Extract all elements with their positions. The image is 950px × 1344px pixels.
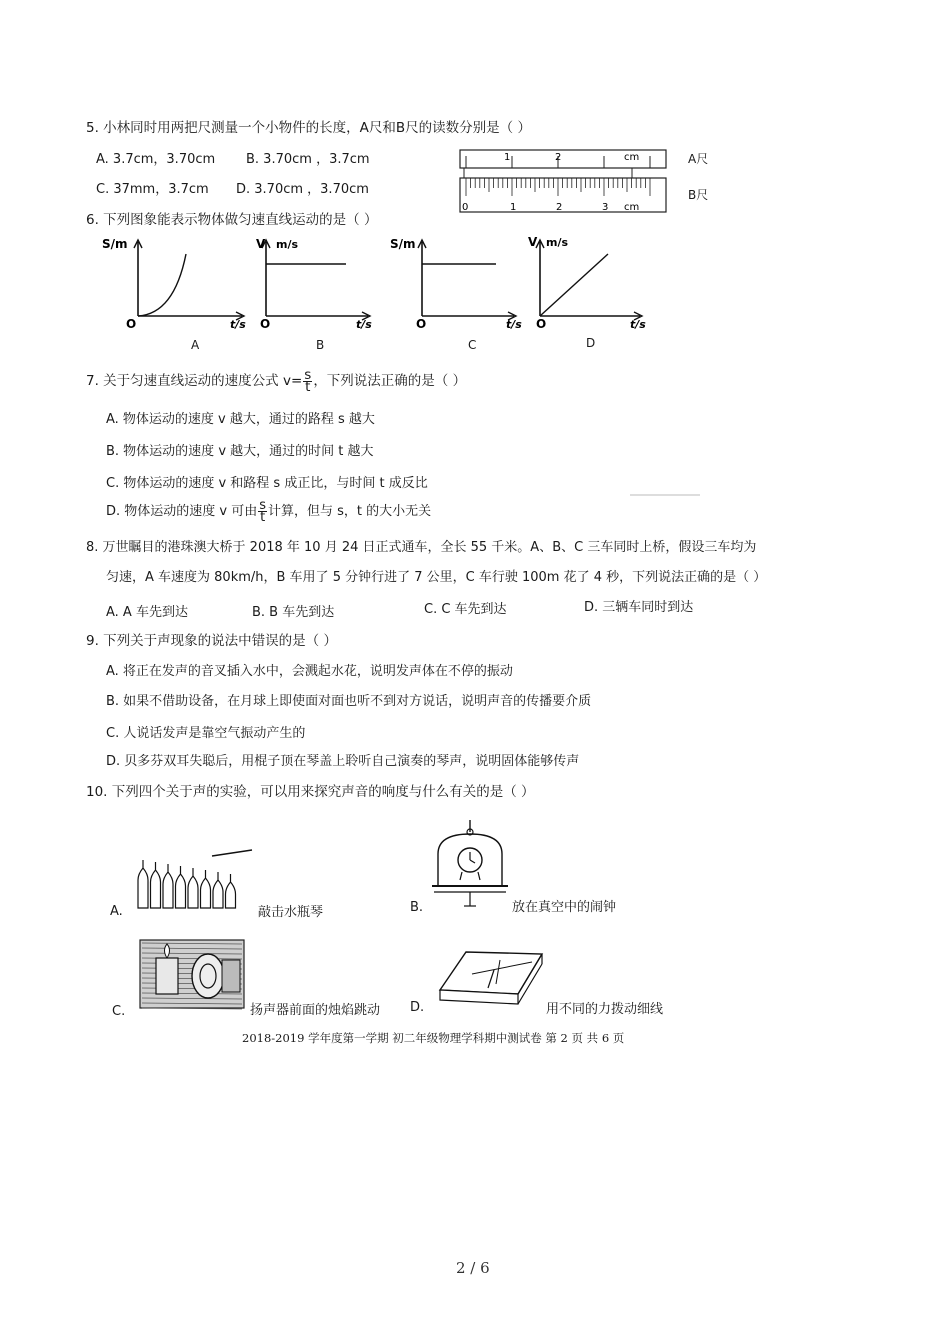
q5-option-a: A. 3.7cm，3.70cm	[96, 152, 216, 167]
water-bottle	[226, 874, 236, 908]
q7-option-d-fraction	[258, 500, 267, 523]
q8-stem-line2: 匀速，A 车速度为 80km/h，B 车用了 5 分钟行进了 7 公里，C 车行驶 100m 花了 4 秒，下列说法正确的是（ ）	[106, 570, 767, 585]
graph-c-caption: C	[468, 338, 477, 352]
q7-option-b: B. 物体运动的速度 v 越大，通过的时间 t 越大	[106, 444, 374, 459]
q5-option-b: B. 3.70cm ，3.7cm	[246, 152, 370, 167]
water-bottle	[188, 868, 198, 908]
graph-a-caption: A	[191, 338, 200, 352]
measured-object	[464, 168, 632, 178]
q7-stem-before: 7. 关于匀速直线运动的速度公式 v=	[86, 373, 303, 389]
graph-a-y-label: S/m	[102, 237, 128, 251]
ruler-b-unit: cm	[624, 202, 640, 213]
q7-option-c: C. 物体运动的速度 v 和路程 s 成正比，与时间 t 成反比	[106, 476, 428, 491]
water-bottle	[213, 872, 223, 908]
q7-frac-num: s	[304, 366, 312, 383]
q7-formula-fraction	[303, 366, 312, 395]
water-bottle	[151, 862, 161, 908]
graph-d-y-label: V	[528, 235, 538, 249]
q9-stem: 9. 下列关于声现象的说法中错误的是（ ）	[86, 633, 337, 649]
q9-option-c: C. 人说话发声是靠空气振动产生的	[106, 726, 306, 741]
graph-b-y-label: V	[256, 237, 266, 251]
graph-a-origin: O	[126, 317, 137, 330]
q8-option-c: C. C 车先到达	[424, 602, 507, 617]
graph-d-origin: O	[536, 317, 547, 330]
graph-a-x-label: t/s	[230, 318, 246, 330]
string-board-figure	[436, 944, 546, 1010]
q7-option-d-after: 计算，但与 s，t 的大小无关	[268, 504, 432, 519]
q10-stem: 10. 下列四个关于声的实验，可以用来探究声音的响度与什么有关的是（ ）	[86, 784, 535, 800]
water-bottle	[138, 860, 148, 908]
q10-a-caption: 敲击水瓶琴	[258, 905, 324, 920]
q10-d-caption: 用不同的力拨动细线	[546, 1002, 664, 1017]
speaker-icon	[192, 954, 224, 998]
q6-stem: 6. 下列图象能表示物体做匀速直线运动的是（ ）	[86, 212, 378, 228]
q10-b-letter: B.	[410, 900, 424, 915]
q10-c-caption: 扬声器前面的烛焰跳动	[250, 1003, 381, 1018]
q5-option-d: D. 3.70cm ，3.70cm	[236, 182, 369, 197]
q9-option-b: B. 如果不借助设备，在月球上即使面对面也听不到对方说话，说明声音的传播要介质	[106, 694, 592, 709]
water-bottle	[176, 866, 186, 908]
candle	[156, 958, 178, 994]
mallet	[212, 850, 252, 856]
q10-d-letter: D.	[410, 1000, 425, 1015]
ruler-b-mark-3: 3	[602, 202, 609, 213]
q8-stem-line1: 8. 万世瞩目的港珠澳大桥于 2018 年 10 月 24 日正式通车，全长 55 千米。A、B、C 三车同时上桥，假设三车均为	[86, 540, 757, 555]
ruler-a-mark-1: 1	[504, 152, 511, 163]
q7-frac-den: t	[305, 378, 311, 395]
ruler-b-mark-0: 0	[462, 202, 469, 213]
graph-a-curve	[138, 254, 186, 316]
q7-opt-d-frac-den: t	[260, 510, 266, 525]
scan-smudge	[630, 494, 700, 496]
page-number: 2 / 6	[456, 1259, 490, 1277]
q10-b-caption: 放在真空中的闹钟	[512, 900, 617, 915]
ruler-a-mark-2: 2	[555, 152, 562, 163]
graph-d-line	[540, 254, 608, 316]
q8-option-d: D. 三辆车同时到达	[584, 600, 694, 615]
q7-option-d-before: D. 物体运动的速度 v 可由	[106, 504, 258, 519]
graph-b-origin: O	[260, 317, 271, 330]
wooden-board	[440, 952, 542, 994]
ruler-a-unit: cm	[624, 152, 640, 163]
graph-c-x-label: t/s	[506, 318, 522, 330]
graph-d	[526, 232, 656, 330]
q5-option-c: C. 37mm，3.7cm	[96, 182, 209, 197]
water-bottle	[201, 870, 211, 908]
graph-c-origin: O	[416, 317, 427, 330]
exam-footer: 2018-2019 学年度第一学期 初二年级物理学科期中测试卷 第 2 页 共 6 页	[242, 1031, 625, 1045]
q8-option-b: B. B 车先到达	[252, 605, 335, 620]
q10-c-letter: C.	[112, 1004, 126, 1019]
graph-b	[252, 234, 382, 330]
graph-b-x-label: t/s	[356, 318, 372, 330]
water-bottle	[163, 864, 173, 908]
ruler-a-label: A尺	[688, 152, 709, 166]
water-bottles-figure	[132, 846, 256, 914]
q10-a-letter: A.	[110, 904, 123, 919]
q7-stem	[86, 366, 467, 395]
graph-c-y-label: S/m	[390, 237, 416, 251]
graph-b-caption: B	[316, 338, 325, 352]
q7-option-a: A. 物体运动的速度 v 越大，通过的路程 s 越大	[106, 412, 375, 427]
q9-option-a: A. 将正在发声的音叉插入水中，会溅起水花，说明发声体在不停的振动	[106, 664, 513, 679]
graph-d-x-label: t/s	[630, 318, 646, 330]
graph-c	[386, 234, 526, 330]
graph-d-y-unit: m/s	[546, 236, 569, 249]
ruler-b-label: B尺	[688, 188, 709, 202]
ruler-b-mark-2: 2	[556, 202, 563, 213]
rulers-figure	[458, 146, 688, 216]
q7-option-d	[106, 500, 431, 523]
graph-a	[96, 234, 256, 330]
bell-jar-figure	[430, 818, 510, 910]
q8-option-a: A. A 车先到达	[106, 605, 188, 620]
speaker-candle-figure	[138, 938, 248, 1010]
q7-stem-after: ，下列说法正确的是（ ）	[313, 373, 467, 389]
q7-opt-d-frac-num: s	[259, 498, 267, 513]
ruler-b-mark-1: 1	[510, 202, 517, 213]
q9-option-d: D. 贝多芬双耳失聪后，用棍子顶在琴盖上聆听自己演奏的琴声，说明固体能够传声	[106, 754, 580, 769]
q5-stem: 5. 小林同时用两把尺测量一个小物件的长度，A尺和B尺的读数分别是（ ）	[86, 120, 531, 136]
graph-b-y-unit: m/s	[276, 238, 299, 251]
graph-d-caption: D	[586, 336, 596, 350]
